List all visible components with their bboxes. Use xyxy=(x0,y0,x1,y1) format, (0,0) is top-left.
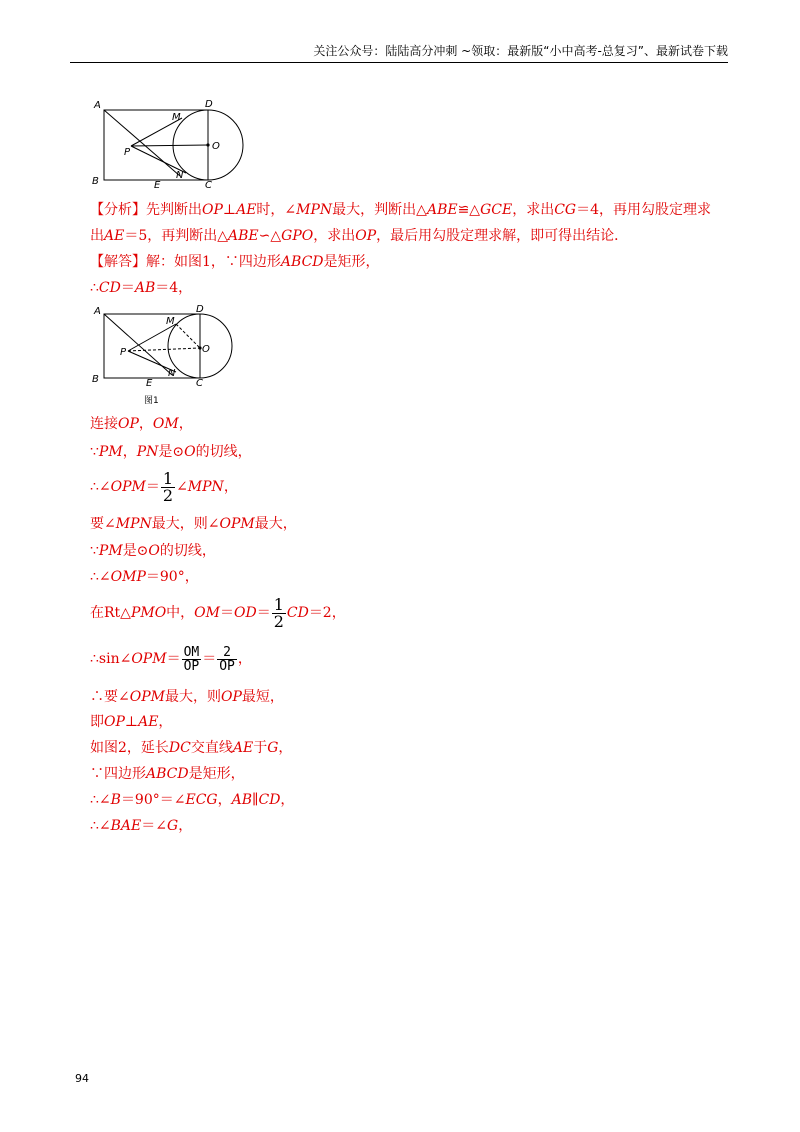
label-M: M xyxy=(172,112,181,123)
geometry-figure-2 xyxy=(88,302,253,408)
label-O: O xyxy=(202,344,210,355)
label-D: D xyxy=(205,99,213,110)
solution-line-5: ∴∠OPM＝ $\frac{1}{2}$ ∠MPN， xyxy=(90,468,238,505)
label-P: P xyxy=(120,347,127,358)
solution-line-14: ∵四边形ABCD是矩形， xyxy=(90,766,245,782)
solution-line-10: ∴sin∠OPM＝ $\frac{OM}{OP}$ ＝ $\frac{2}{OP}$ ， xyxy=(90,644,252,674)
solution-line-6: 要∠MPN最大，则∠OPM最大， xyxy=(90,516,297,532)
solution-line-16: ∴∠BAE＝∠G， xyxy=(90,818,193,834)
fraction-om-over-op: $\frac{OM}{OP}$ xyxy=(183,644,200,674)
solution-line-13: 如图2，延长DC交直线AE于G， xyxy=(90,740,293,756)
solution-line-7: ∵PM是⊙O的切线， xyxy=(90,543,216,559)
label-E: E xyxy=(154,180,161,191)
label-P: P xyxy=(124,147,131,158)
solution-line-15: ∴∠B＝90°＝∠ECG，AB∥CD， xyxy=(90,792,295,808)
solution-line-2: ∴CD＝AB＝4， xyxy=(90,280,193,296)
analysis-line-1: 【分析】先判断出OP⊥AE时，∠MPN最大，判断出△ABE≌△GCE，求出CG＝4，再用勾股定理求 xyxy=(90,202,712,218)
label-N: N xyxy=(176,170,184,181)
label-C: C xyxy=(196,378,203,389)
label-B: B xyxy=(92,374,99,385)
page-number: 94 xyxy=(75,1072,89,1085)
label-N: N xyxy=(168,368,176,379)
label-D: D xyxy=(196,304,204,315)
label-A: A xyxy=(94,306,101,317)
solution-line-9: 在Rt△PMO中，OM＝OD＝ $\frac{1}{2}$ CD＝2， xyxy=(90,594,346,631)
solution-line-11: ∴要∠OPM最大，则OP最短， xyxy=(90,689,284,705)
fraction-one-half: $\frac{1}{2}$ xyxy=(273,594,284,631)
solution-line-3: 连接OP，OM， xyxy=(90,416,193,432)
solution-line-8: ∴∠OMP＝90°， xyxy=(90,569,199,585)
page-header: 关注公众号：陆陆高分冲刺 ~领取：最新版“小中高考-总复习”、最新试卷下载 xyxy=(70,40,728,63)
fraction-two-over-op: $\frac{2}{OP}$ xyxy=(219,644,235,674)
geometry-figure-1 xyxy=(88,96,253,192)
label-A: A xyxy=(94,100,101,111)
figure-caption: 图1 xyxy=(144,396,159,406)
solution-line-1: 【解答】解：如图1，∵四边形ABCD是矩形， xyxy=(90,254,380,270)
solution-line-12: 即OP⊥AE， xyxy=(90,714,173,730)
analysis-line-2: 出AE＝5，再判断出△ABE∽△GPO，求出OP，最后用勾股定理求解，即可得出结论． xyxy=(90,228,629,244)
solution-line-4: ∵PM，PN是⊙O的切线， xyxy=(90,444,252,460)
label-B: B xyxy=(92,176,99,187)
label-E: E xyxy=(146,378,153,389)
label-O: O xyxy=(212,141,220,152)
label-M: M xyxy=(166,316,175,327)
label-C: C xyxy=(205,180,212,191)
fraction-one-half: $\frac{1}{2}$ xyxy=(162,468,174,505)
